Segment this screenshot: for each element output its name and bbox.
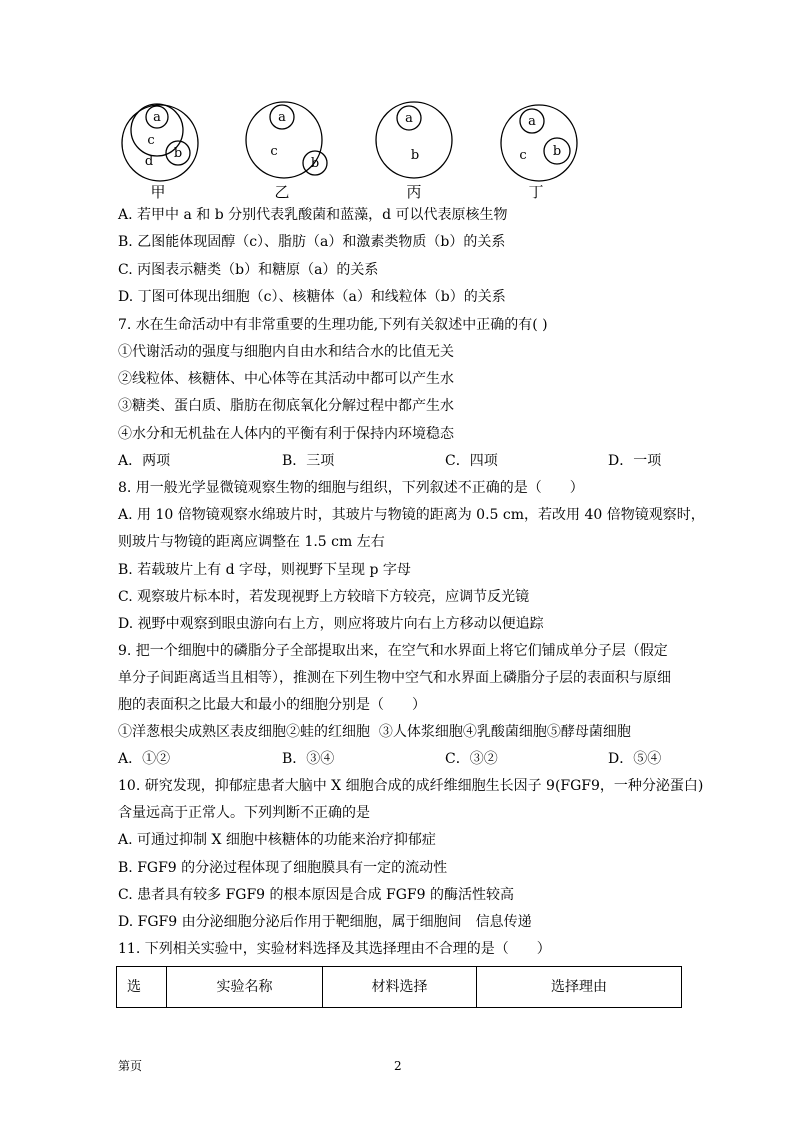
q10-option-b: B. FGF9 的分泌过程体现了细胞膜具有一定的流动性: [118, 860, 448, 876]
q10-option-d: D. FGF9 由分泌细胞分泌后作用于靶细胞，属于细胞间 信息传递: [118, 914, 532, 930]
jia-caption: 甲: [150, 183, 166, 201]
q11-header-experiment-name: 实验名称: [167, 967, 323, 1008]
q9-stem-line2: 单分子间距离适当且相等），推测在下列生物中空气和水界面上磷脂分子层的表面积与原细: [118, 670, 671, 686]
q8-option-a-line1: A. 用 10 倍物镜观察水绵玻片时，其玻片与物镜的距离为 0.5 cm，若改用 40 倍物镜观察时，: [118, 507, 705, 523]
diagram-bing: [376, 102, 452, 201]
ding-caption: 丁: [528, 183, 544, 201]
q7-option-c: C．四项: [445, 453, 498, 469]
q6-option-b: B. 乙图能体现固醇（c）、脂肪（a）和激素类物质（b）的关系: [118, 234, 506, 250]
bing-label-a: a: [405, 111, 413, 126]
q11-header-material-choice: 材料选择: [323, 967, 477, 1008]
yi-label-b: b: [310, 156, 320, 171]
q6-option-d: D. 丁图可体现出细胞（c）、核糖体（a）和线粒体（b）的关系: [118, 289, 506, 305]
q9-items: ①洋葱根尖成熟区表皮细胞②蛙的红细胞 ③人体浆细胞④乳酸菌细胞⑤酵母菌细胞: [118, 724, 631, 740]
footer-page-number: 2: [394, 1059, 402, 1073]
jia-label-c: c: [147, 133, 155, 148]
venn-diagrams-figure: [0, 0, 794, 210]
q8-option-b: B. 若载玻片上有 d 字母，则视野下呈现 p 字母: [118, 562, 411, 578]
footer-page-label: 第页: [118, 1059, 143, 1073]
q11-table-header-row: [117, 967, 682, 1008]
bing-circle-b: [376, 102, 452, 178]
diagram-yi: [246, 102, 327, 201]
q7-stem: 7. 水在生命活动中有非常重要的生理功能,下列有关叙述中正确的有( ): [118, 317, 548, 333]
q7-statement-1: ①代谢活动的强度与细胞内自由水和结合水的比值无关: [118, 344, 454, 360]
q7-statement-2: ②线粒体、核糖体、中心体等在其活动中都可以产生水: [118, 371, 454, 387]
bing-label-b: b: [410, 148, 420, 163]
q7-option-b: B．三项: [282, 453, 335, 469]
jia-label-b: b: [173, 146, 183, 161]
q7-statement-3: ③糖类、蛋白质、脂肪在彻底氧化分解过程中都产生水: [118, 398, 454, 414]
q8-option-d: D. 视野中观察到眼虫游向右上方，则应将玻片向右上方移动以便追踪: [118, 616, 544, 632]
q6-option-a: A. 若甲中 a 和 b 分别代表乳酸菌和蓝藻，d 可以代表原核生物: [118, 207, 508, 223]
jia-label-a: a: [153, 110, 161, 125]
q11-table: [116, 966, 682, 1008]
yi-caption: 乙: [274, 183, 290, 201]
jia-label-d: d: [144, 154, 154, 169]
q10-stem-line2: 含量远高于正常人。下列判断不正确的是: [118, 805, 370, 821]
ding-label-c: c: [519, 148, 527, 163]
q9-option-b: B．③④: [282, 751, 335, 767]
diagram-ding: [501, 105, 577, 201]
q9-option-a: A．①②: [118, 751, 171, 767]
q11-stem: 11. 下列相关实验中，实验材料选择及其选择理由不合理的是（ ）: [118, 941, 551, 957]
q8-option-a-line2: 则玻片与物镜的距离应调整在 1.5 cm 左右: [118, 534, 385, 550]
q7-option-d: D．一项: [608, 453, 662, 469]
q11-header-option: 选: [117, 967, 167, 1008]
q10-option-c: C. 患者具有较多 FGF9 的根本原因是合成 FGF9 的酶活性较高: [118, 887, 514, 903]
q7-option-a: A．两项: [118, 453, 171, 469]
q8-stem: 8. 用一般光学显微镜观察生物的细胞与组织，下列叙述不正确的是（ ）: [118, 480, 584, 496]
q9-option-d: D．⑤④: [608, 751, 662, 767]
q6-option-c: C. 丙图表示糖类（b）和糖原（a）的关系: [118, 262, 379, 278]
yi-label-a: a: [278, 110, 286, 125]
q9-option-c: C．③②: [445, 751, 498, 767]
q8-option-c: C. 观察玻片标本时，若发现视野上方较暗下方较亮，应调节反光镜: [118, 589, 530, 605]
ding-label-a: a: [528, 114, 536, 129]
q10-stem-line1: 10. 研究发现，抑郁症患者大脑中 X 细胞合成的成纤维细胞生长因子 9(FGF9，一种分泌蛋白): [118, 778, 704, 794]
diagram-jia: [122, 104, 198, 201]
q9-stem-line1: 9. 把一个细胞中的磷脂分子全部提取出来，在空气和水界面上将它们铺成单分子层（假定: [118, 643, 668, 659]
q10-option-a: A. 可通过抑制 X 细胞中核糖体的功能来治疗抑郁症: [118, 832, 436, 848]
bing-caption: 丙: [406, 183, 422, 201]
yi-label-c: c: [270, 144, 278, 159]
q7-statement-4: ④水分和无机盐在人体内的平衡有利于保持内环境稳态: [118, 426, 454, 442]
ding-label-b: b: [552, 144, 562, 159]
q11-header-reason: 选择理由: [477, 967, 682, 1008]
ding-circle-c: [501, 105, 577, 181]
q9-stem-line3: 胞的表面积之比最大和最小的细胞分别是（ ）: [118, 697, 426, 713]
